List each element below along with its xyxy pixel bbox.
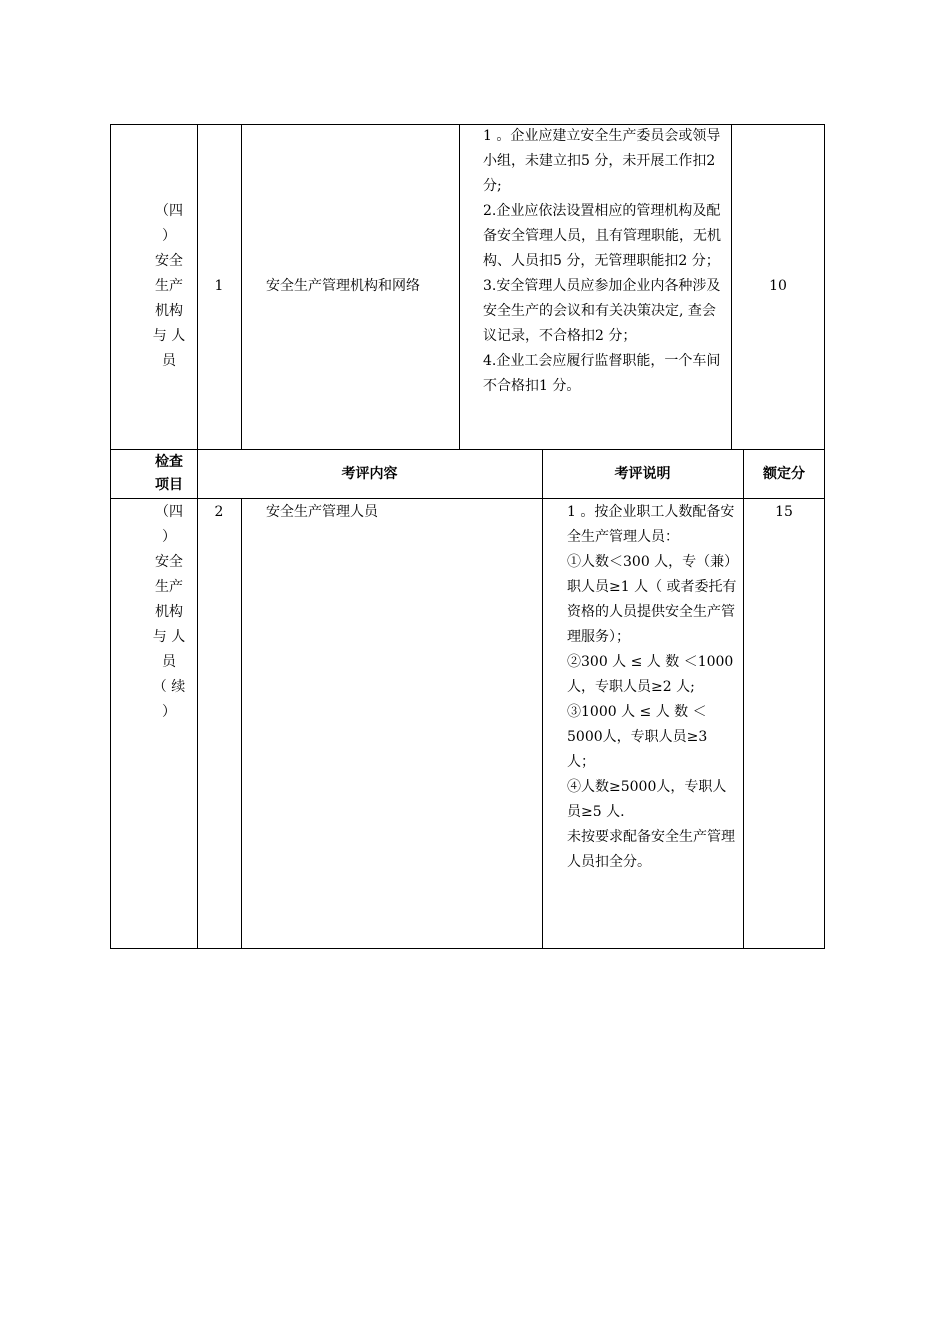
explanation-paragraph: ①人数＜300 人，专（兼）职人员≥1 人（ 或者委托有资格的人员提供安全生产管理服务）； — [567, 554, 737, 645]
table-2-content: 安全生产管理人员 — [266, 504, 378, 520]
explanation-paragraph: 2.企业应依法设置相应的管理机构及配备安全管理人员，且有管理职能，无机构、人员扣5 分，无管理职能扣2 分； — [483, 203, 721, 269]
header-item-line: 项目 — [155, 477, 183, 493]
table-1-number: 1 — [214, 278, 224, 294]
explanation-paragraph: ②300 人 ≤ 人 数 ＜1000人，专职人员≥2 人; — [567, 654, 734, 695]
table-2-category — [140, 500, 198, 725]
header-content: 考评内容 — [341, 466, 398, 482]
table-1-score: 10 — [769, 278, 787, 294]
category-line: 安全 — [155, 554, 183, 570]
table-1-content: 安全生产管理机构和网络 — [266, 278, 420, 294]
table-2-divider — [542, 449, 543, 948]
category-line: 机构 — [155, 604, 183, 620]
explanation-paragraph: 1 。企业应建立安全生产委员会或领导小组，未建立扣5 分，未开展工作扣2 分; — [483, 128, 721, 194]
header-item — [140, 451, 198, 497]
category-line: 与 人 — [152, 328, 186, 344]
category-line: ） — [162, 704, 176, 720]
table-2-explanation — [567, 500, 737, 875]
header-score: 额定分 — [763, 466, 805, 482]
category-line: （ 续 — [152, 679, 186, 695]
table-1-divider — [459, 124, 460, 449]
table-1-divider — [241, 124, 242, 449]
category-line: 员 — [162, 353, 176, 369]
category-line: （四 — [155, 203, 183, 219]
category-line: （四 — [155, 504, 183, 520]
category-line: ） — [162, 228, 176, 244]
category-line: 与 人 — [152, 629, 186, 645]
table-1-explanation — [483, 124, 725, 399]
table-2-number: 2 — [214, 504, 224, 520]
category-line: 员 — [162, 654, 176, 670]
explanation-paragraph: 1 。按企业职工人数配备安全生产管理人员： — [567, 504, 735, 545]
table-2-divider — [241, 498, 242, 948]
header-item-line: 检查 — [155, 454, 183, 470]
header-explanation: 考评说明 — [614, 466, 671, 482]
explanation-paragraph: ③1000 人 ≤ 人 数 ＜5000人，专职人员≥3 人； — [567, 704, 708, 770]
category-line: 机构 — [155, 303, 183, 319]
table-1-category — [140, 199, 198, 374]
table-2-header-divider — [110, 498, 825, 499]
category-line: 生产 — [155, 278, 183, 294]
category-line: ） — [162, 529, 176, 545]
category-line: 生产 — [155, 579, 183, 595]
explanation-paragraph: 未按要求配备安全生产管理人员扣全分。 — [567, 829, 735, 870]
table-2-score: 15 — [775, 504, 793, 520]
explanation-paragraph: 3.安全管理人员应参加企业内各种涉及安全生产的会议和有关决策决定, 查会议记录，不合格扣2 分； — [483, 278, 721, 344]
explanation-paragraph: 4.企业工会应履行监督职能，一个车间不合格扣1 分。 — [483, 353, 721, 394]
category-line: 安全 — [155, 253, 183, 269]
explanation-paragraph: ④人数≥5000人，专职人员≥5 人. — [567, 779, 727, 820]
